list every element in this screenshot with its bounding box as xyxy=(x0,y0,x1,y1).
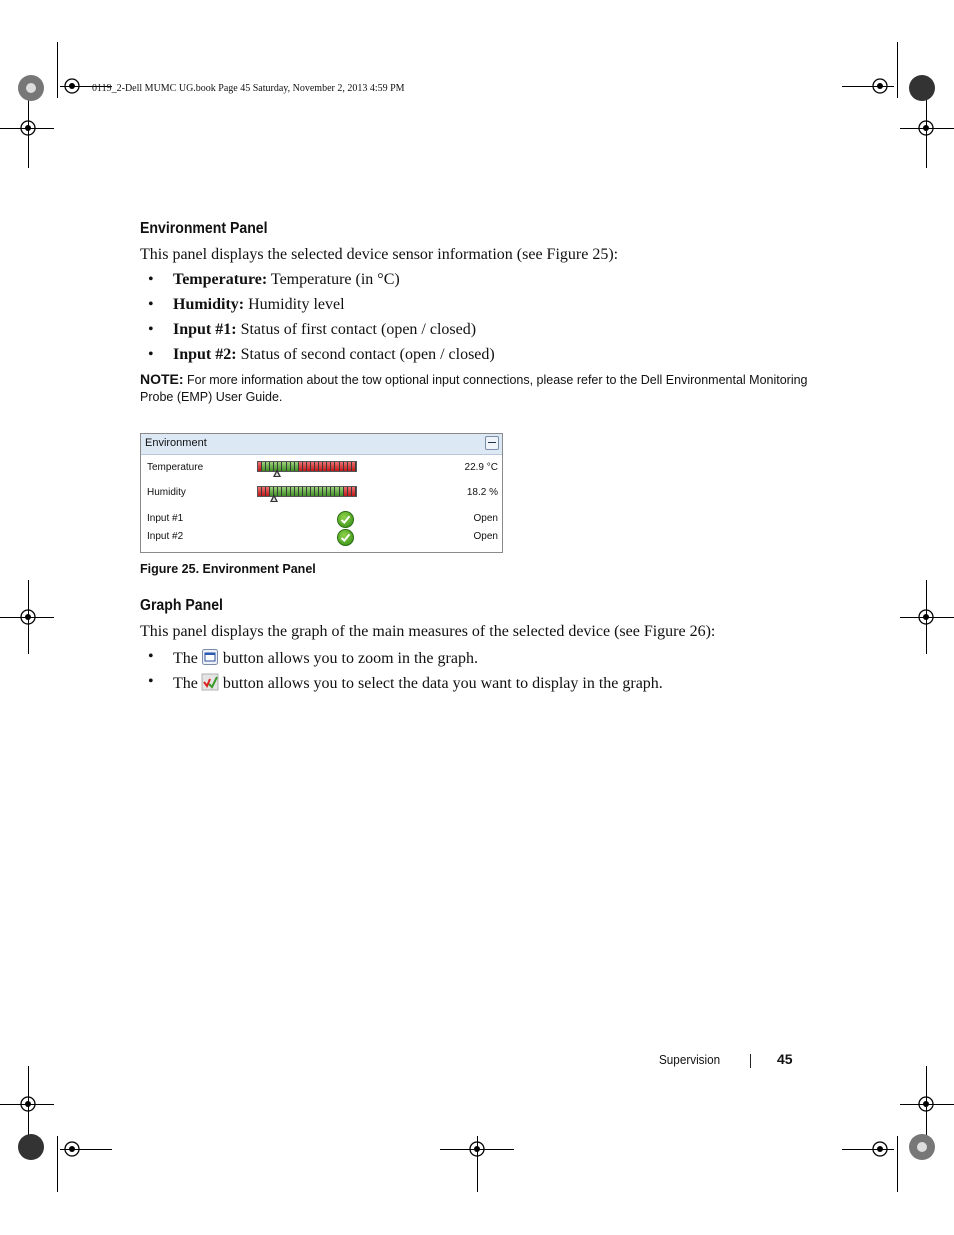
bullet-marker: • xyxy=(148,346,154,363)
footer-section-title: Supervision xyxy=(659,1052,721,1067)
humidity-marker-icon xyxy=(270,494,278,502)
input1-value: Open xyxy=(473,513,498,524)
note-label: NOTE: xyxy=(140,371,184,387)
input1-check-icon xyxy=(337,511,354,528)
input2-label: Input #2 xyxy=(147,531,184,542)
gauge-segment xyxy=(352,487,356,496)
environment-heading: Environment Panel xyxy=(140,220,268,237)
temperature-label: Temperature xyxy=(147,462,204,473)
graph-heading: Graph Panel xyxy=(140,597,223,614)
panel-title: Environment xyxy=(145,437,207,449)
list-item: The button allows you to zoom in the graph. xyxy=(173,650,478,667)
humidity-value: 18.2 % xyxy=(466,487,498,498)
page-number: 45 xyxy=(777,1051,793,1067)
minus-icon xyxy=(488,442,496,443)
input2-check-icon xyxy=(337,529,354,546)
gauge-segment xyxy=(352,462,356,471)
graph-intro: This panel displays the graph of the main measures of the selected device (see Figure 26): xyxy=(140,623,716,640)
bullet-marker: • xyxy=(148,648,154,665)
humidity-label: Humidity xyxy=(147,487,186,498)
input2-value: Open xyxy=(473,531,498,542)
list-item: Input #1: Status of first contact (open / closed) xyxy=(173,321,477,338)
bullet-marker: • xyxy=(148,271,154,288)
zoom-window-icon xyxy=(201,648,219,666)
bullet-marker: • xyxy=(148,296,154,313)
list-item: Humidity: Humidity level xyxy=(173,296,345,313)
list-item: The button allows you to select the data you want to display in the graph. xyxy=(173,675,663,692)
select-data-icon xyxy=(201,673,219,691)
input1-label: Input #1 xyxy=(147,513,184,524)
print-header: 0119_2-Dell MUMC UG.book Page 45 Saturday, November 2, 2013 4:59 PM xyxy=(92,83,405,94)
temperature-marker-icon xyxy=(273,469,281,477)
footer-divider xyxy=(750,1054,751,1068)
collapse-button[interactable] xyxy=(485,436,499,450)
note xyxy=(140,371,830,406)
bullet-marker: • xyxy=(148,673,154,690)
panel-header xyxy=(141,434,502,455)
list-item: Input #2: Status of second contact (open / closed) xyxy=(173,346,495,363)
environment-intro: This panel displays the selected device sensor information (see Figure 25): xyxy=(140,246,619,263)
bullet-marker: • xyxy=(148,321,154,338)
list-item: Temperature: Temperature (in °C) xyxy=(173,271,400,288)
environment-panel xyxy=(140,433,503,553)
temperature-value: 22.9 °C xyxy=(464,462,498,473)
figure-caption: Figure 25. Environment Panel xyxy=(140,562,316,576)
note-text: For more information about the tow optional input connections, please refer to the Dell Environmental Monitoring Probe (EMP) User Guide. xyxy=(140,373,808,404)
